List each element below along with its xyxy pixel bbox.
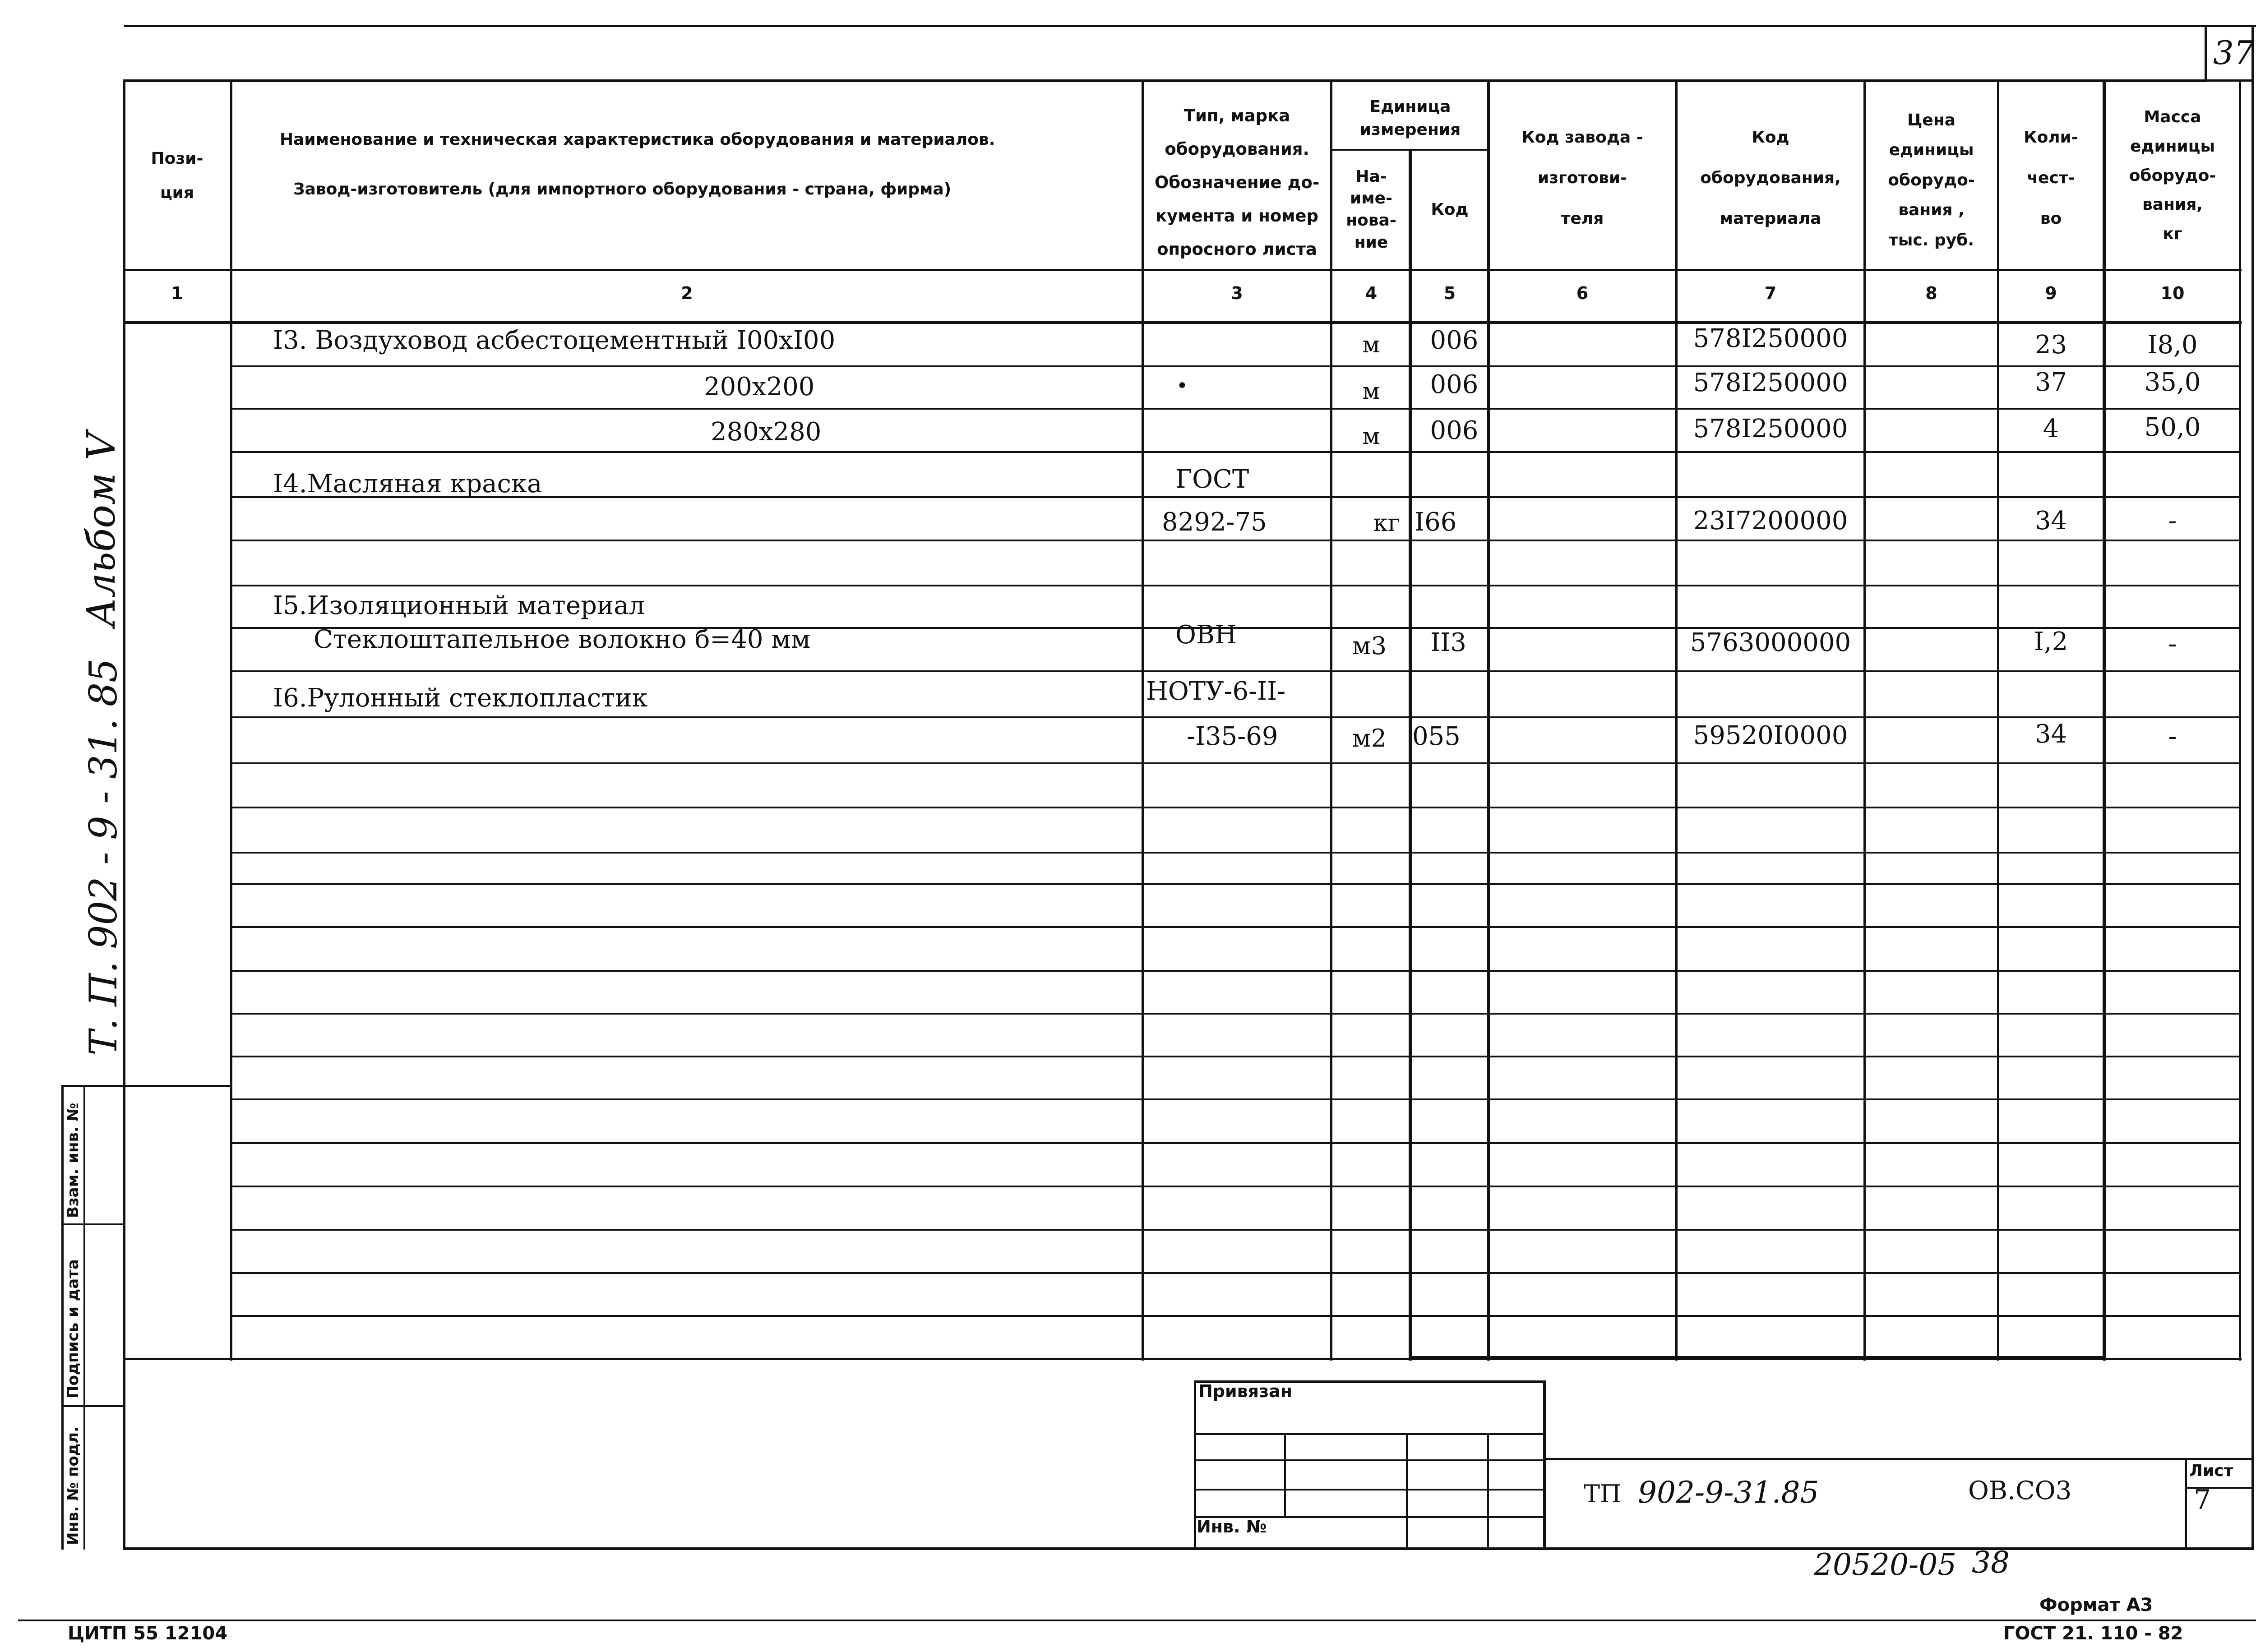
row8-code: 055 [1412, 722, 1461, 751]
row6-code: II3 [1430, 628, 1466, 657]
colnum-7: 7 [1764, 283, 1777, 303]
row-line [232, 451, 2240, 453]
header-unit-group: Единица измерения [1359, 97, 1461, 139]
col-sep-1 [230, 79, 232, 1361]
album-label: Альбом V [79, 432, 124, 627]
doc-mark: ОВ.СО3 [1968, 1476, 2072, 1505]
sheet-label: Лист [2189, 1462, 2233, 1480]
row0-mat: 578I250000 [1693, 324, 1848, 353]
row-line [232, 716, 2240, 718]
row2-qty: 4 [2043, 414, 2059, 443]
col-sep-2 [1142, 79, 1144, 1361]
tb-main-top [1546, 1458, 2196, 1460]
row4-doc: 8292-75 [1162, 508, 1267, 537]
row7-name: I6.Рулонный стеклопластик [273, 683, 648, 713]
page-number-box-left [2205, 25, 2207, 81]
unit-group-divider [1330, 149, 1488, 151]
colnum-5: 5 [1443, 283, 1456, 303]
col-sep-10 [2239, 79, 2241, 1361]
row0-name: I3. Воздуховод асбестоцементный I00xI00 [273, 326, 836, 355]
tp-label: Т. П. 902 - 9 - 31. 85 [81, 658, 125, 1056]
row1-qty: 37 [2034, 368, 2067, 397]
stamp-mid [83, 1085, 85, 1550]
row-line [232, 1272, 2240, 1274]
stamp-left [61, 1085, 64, 1550]
header-price: Цена единицы оборудо- вания , тыс. руб. [1888, 111, 1975, 249]
row-line [232, 852, 2240, 854]
row4-qty: 34 [2034, 506, 2067, 535]
col-sep-3 [1330, 79, 1332, 1361]
row-line [232, 883, 2240, 885]
stamp-signature-date: Подпись и дата [64, 1259, 82, 1398]
row-line [232, 585, 2240, 586]
stamp-top [61, 1085, 125, 1087]
row4-unit: кг [1373, 510, 1400, 537]
header-unit-code: Код [1431, 200, 1469, 219]
handwritten-number-2: 38 [1972, 1545, 2010, 1580]
row1-unit: м [1362, 378, 1380, 404]
row-line [232, 1315, 2240, 1317]
row4-mass: - [2168, 506, 2177, 535]
colnum-10: 10 [2160, 283, 2185, 303]
row4-code: I66 [1415, 508, 1457, 537]
header-name-line1: Наименование и техническая характеристика оборудования и материалов. [280, 130, 995, 149]
footer-left: ЦИТП 55 12104 [68, 1623, 228, 1644]
colnum-9: 9 [2045, 283, 2057, 303]
header-position: Пози- ция [151, 149, 203, 202]
tb-row3 [1194, 1489, 1546, 1490]
row-line [232, 926, 2240, 928]
row8-doc: -I35-69 [1187, 722, 1278, 751]
stamp-sep1 [61, 1223, 125, 1225]
row6-mass: - [2168, 629, 2177, 659]
numbers-row-bottom [123, 321, 2242, 324]
header-mass: Масса единицы оборудо- вания, кг [2129, 108, 2216, 244]
col-sep-4 [1409, 149, 1412, 1361]
table-body-bottom [123, 1358, 2242, 1360]
row-line [232, 762, 2240, 764]
col-sep-7 [1863, 79, 1866, 1361]
header-name-line2: Завод-изготовитель (для импортного оборудования - страна, фирма) [293, 180, 952, 198]
row8-qty: 34 [2034, 720, 2067, 749]
right-border [2251, 25, 2254, 1550]
doc-number: 902-9-31.85 [1638, 1475, 1819, 1510]
row-line [232, 1229, 2240, 1231]
sheet-box-top [2185, 1458, 2252, 1460]
row6-unit: м3 [1352, 632, 1387, 660]
row2-mass: 50,0 [2144, 413, 2201, 442]
tb-col1 [1284, 1433, 1286, 1517]
footer-right: ГОСТ 21. 110 - 82 [2003, 1623, 2183, 1644]
colnum-3: 3 [1231, 283, 1243, 303]
row2-name: 280x280 [711, 417, 822, 447]
header-material-code: Код оборудования, материала [1700, 128, 1841, 228]
tb-box-left [1194, 1380, 1196, 1548]
page-number-box-bottom [2205, 79, 2254, 82]
colnum-2: 2 [681, 283, 693, 303]
row3-name: I4.Масляная краска [273, 469, 542, 498]
stamp-orig-inv: Инв. № подл. [64, 1426, 82, 1545]
table-top [123, 79, 2206, 82]
row0-mass: I8,0 [2147, 330, 2198, 360]
inv-no-label: Инв. № [1197, 1517, 1267, 1537]
top-border [124, 25, 2256, 27]
privyazan-label: Привязан [1198, 1381, 1293, 1401]
row1-code: 006 [1430, 370, 1479, 399]
row4-mat: 23I7200000 [1693, 506, 1848, 535]
col-sep-6 [1675, 79, 1678, 1361]
stamp-sep2 [61, 1405, 125, 1407]
row5-name: I5.Изоляционный материал [273, 591, 645, 620]
row-line [232, 970, 2240, 972]
header-bottom [123, 269, 2242, 271]
row-line [232, 1142, 2240, 1144]
col-sep-5 [1487, 79, 1490, 1361]
row0-unit: м [1362, 332, 1380, 358]
row1-mass: 35,0 [2144, 368, 2201, 397]
row6-name: Стеклоштапельное волокно б=40 мм [314, 625, 811, 654]
row8-mass: - [2168, 722, 2177, 751]
stamp-replace-inv: Взам. инв. № [64, 1103, 82, 1218]
row-line [232, 408, 2240, 410]
row2-unit: м [1362, 423, 1380, 449]
row0-code: 006 [1430, 326, 1479, 355]
row3-doc: ГОСТ [1175, 465, 1249, 494]
doc-code: ТП [1584, 1480, 1622, 1508]
tb-col3 [1487, 1433, 1489, 1548]
row-line [124, 1085, 232, 1087]
row7-doc: НОТУ-6-II- [1146, 677, 1286, 706]
row-line [232, 1098, 2240, 1100]
tb-col2 [1406, 1433, 1408, 1548]
row6-qty: I,2 [2034, 627, 2068, 656]
format-label: Формат А3 [2039, 1595, 2153, 1615]
col-sep-9 [2103, 79, 2106, 1361]
row1-doc: • [1176, 374, 1188, 397]
sheet-number: 7 [2194, 1484, 2211, 1516]
tb-row2 [1194, 1459, 1546, 1461]
row-line [232, 670, 2240, 672]
row8-unit: м2 [1352, 724, 1387, 752]
row-line [232, 1013, 2240, 1015]
row6-doc: ОВН [1175, 620, 1237, 650]
header-type-doc: Тип, марка оборудования. Обозначение до- кумента и номер опросного листа [1154, 106, 1320, 259]
row-line [232, 1056, 2240, 1057]
page-number: 37 [2213, 34, 2255, 72]
row1-mat: 578I250000 [1693, 368, 1848, 397]
row0-qty: 23 [2034, 330, 2067, 360]
colnum-6: 6 [1576, 283, 1589, 303]
colnum-8: 8 [1925, 283, 1937, 303]
tb-row1 [1194, 1433, 1546, 1435]
row2-code: 006 [1430, 416, 1479, 445]
row-line [232, 365, 2240, 367]
row-line [232, 540, 2240, 541]
row-line [232, 1186, 2240, 1187]
handwritten-number: 20520-05 [1814, 1547, 1957, 1582]
header-quantity: Коли- чест- во [2024, 128, 2078, 228]
footer-rule [18, 1620, 2256, 1621]
row2-mat: 578I250000 [1693, 414, 1848, 443]
header-factory-code: Код завода - изготови- теля [1521, 128, 1643, 228]
row6-mat: 5763000000 [1690, 628, 1851, 657]
colnum-1: 1 [171, 283, 183, 303]
row8-mat: 59520I0000 [1693, 721, 1848, 750]
row-line [232, 807, 2240, 808]
sheet-box-left [2185, 1458, 2187, 1548]
colnum-4: 4 [1365, 283, 1378, 303]
header-unit-name: На- име- нова- ние [1346, 167, 1396, 252]
tb-box-right [1543, 1380, 1546, 1548]
row1-name: 200x200 [704, 372, 815, 401]
